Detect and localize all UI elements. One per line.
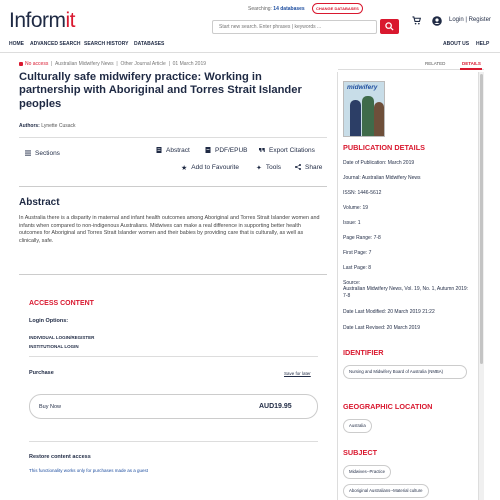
subject-chip[interactable]: Midwives--Practice bbox=[343, 465, 391, 479]
nav-search-history[interactable]: SEARCH HISTORY bbox=[84, 41, 129, 47]
nav-advanced-search[interactable]: ADVANCED SEARCH bbox=[30, 41, 81, 47]
issue-detail: Issue: 1 bbox=[343, 220, 361, 226]
cover-figure bbox=[374, 102, 384, 137]
journal-detail: Journal: Australian Midwifery News bbox=[343, 175, 421, 181]
nav-divider bbox=[0, 52, 500, 53]
pdf-label: PDF/EPUB bbox=[215, 147, 248, 154]
save-for-later-link[interactable]: Save for later bbox=[284, 371, 311, 376]
informit-logo[interactable] bbox=[9, 9, 75, 33]
divider bbox=[19, 274, 327, 275]
login-register-link[interactable]: Login | Register bbox=[449, 17, 491, 23]
login-options-label: Login Options: bbox=[29, 318, 69, 324]
subject-heading: SUBJECT bbox=[343, 448, 378, 457]
search-button[interactable] bbox=[380, 19, 399, 34]
nav-help[interactable]: HELP bbox=[476, 41, 490, 47]
divider bbox=[19, 186, 327, 187]
tools-label: Tools bbox=[265, 164, 282, 171]
abstract-label: Abstract bbox=[166, 147, 190, 154]
favourite-label: Add to Favourite bbox=[191, 164, 239, 171]
logo-main: Inform bbox=[9, 9, 66, 32]
share-button[interactable] bbox=[295, 164, 322, 171]
article-type: Other Journal Article bbox=[120, 61, 166, 67]
restore-access-link[interactable]: Restore content access bbox=[29, 454, 91, 460]
individual-login-link[interactable]: INDIVIDUAL LOGIN/REGISTER bbox=[29, 335, 95, 340]
date-of-publication: Date of Publication: March 2019 bbox=[343, 160, 415, 166]
nav-home[interactable]: HOME bbox=[9, 41, 24, 47]
divider bbox=[19, 137, 327, 138]
identifier-chip[interactable]: Nursing and Midwifery Board of Australia (NMBA) bbox=[343, 365, 467, 379]
volume-detail: Volume: 19 bbox=[343, 205, 369, 211]
first-page-detail: First Page: 7 bbox=[343, 250, 372, 256]
institutional-login-link[interactable]: INSTITUTIONAL LOGIN bbox=[29, 344, 79, 349]
publication-details-heading: PUBLICATION DETAILS bbox=[343, 143, 426, 152]
journal-cover-image bbox=[343, 81, 385, 137]
identifier-heading: IDENTIFIER bbox=[343, 348, 384, 357]
abstract-button[interactable] bbox=[156, 147, 190, 154]
document-icon bbox=[156, 147, 162, 153]
purchase-label: Purchase bbox=[29, 370, 54, 376]
article-meta bbox=[19, 61, 206, 67]
change-databases-button[interactable]: CHANGE DATABASES bbox=[312, 3, 363, 14]
source-detail: Australian Midwifery News, Vol. 19, No. 1, Autumn 2019: 7-8 bbox=[343, 286, 469, 299]
price: AUD19.95 bbox=[259, 403, 292, 410]
pdf-epub-button[interactable] bbox=[205, 147, 248, 154]
export-citations-button[interactable] bbox=[259, 147, 315, 154]
authors-label: Authors: bbox=[19, 123, 40, 129]
cart-icon[interactable] bbox=[412, 16, 421, 25]
nav-about-us[interactable]: ABOUT US bbox=[443, 41, 470, 47]
abstract-heading: Abstract bbox=[19, 197, 60, 208]
geographic-location-heading: GEOGRAPHIC LOCATION bbox=[343, 402, 433, 411]
subject-chip[interactable]: Aboriginal Australians--Material culture bbox=[343, 484, 429, 498]
sections-label: Sections bbox=[35, 150, 60, 157]
database-count-link[interactable]: 14 databases bbox=[273, 6, 305, 12]
last-page-detail: Last Page: 8 bbox=[343, 265, 372, 271]
meta-separator: | bbox=[168, 61, 170, 67]
tab-details[interactable]: DETAILS bbox=[462, 61, 481, 66]
lock-icon bbox=[19, 62, 23, 66]
abstract-text: In Australia there is a disparity in maternal and infant health outcomes among Aboriginal and Torres Strait Islander women and infants when compared to non-indigenous Australians. Midwives can make a real difference in supporting better health outcomes for Aboriginal and Torres Strait Islander women and their babies by providing care that is culturally, as well as clinically, safe. bbox=[19, 215, 320, 244]
pdf-icon bbox=[205, 147, 211, 153]
buy-now-label: Buy Now bbox=[39, 404, 62, 410]
active-tab-indicator bbox=[460, 68, 482, 70]
cover-figure bbox=[350, 100, 361, 137]
date-last-modified: Date Last Modified: 20 March 2019 21:22 bbox=[343, 309, 435, 315]
nav-databases[interactable]: DATABASES bbox=[134, 41, 165, 47]
search-input[interactable] bbox=[212, 20, 377, 34]
main-nav bbox=[0, 41, 500, 52]
access-content-heading: ACCESS CONTENT bbox=[29, 300, 94, 307]
divider bbox=[29, 441, 318, 442]
export-label: Export Citations bbox=[269, 147, 315, 154]
journal-link[interactable]: Australian Midwifery News bbox=[54, 61, 114, 67]
source-label: Source: bbox=[343, 280, 361, 286]
article-date: 01 March 2019 bbox=[172, 61, 207, 67]
list-icon bbox=[25, 150, 31, 156]
no-access-label: No access bbox=[25, 61, 49, 67]
tools-button[interactable] bbox=[256, 164, 281, 171]
user-icon[interactable] bbox=[432, 16, 442, 26]
share-icon bbox=[295, 164, 301, 170]
authors bbox=[19, 123, 76, 129]
quote-icon bbox=[259, 147, 265, 153]
meta-separator: | bbox=[116, 61, 118, 67]
logo-accent: it bbox=[65, 9, 76, 32]
share-label: Share bbox=[305, 164, 323, 171]
star-icon: ★ bbox=[181, 165, 188, 172]
issn-detail: ISSN: 1446-5612 bbox=[343, 190, 382, 196]
sections-button[interactable] bbox=[25, 150, 60, 157]
scrollbar-thumb[interactable] bbox=[480, 74, 483, 364]
wrench-icon: ✦ bbox=[256, 165, 262, 172]
cover-title: midwifery bbox=[347, 84, 378, 91]
divider bbox=[29, 356, 318, 357]
tab-related[interactable]: RELATED bbox=[425, 61, 446, 66]
restore-note: This functionality works only for purchases made as a guest bbox=[29, 468, 149, 473]
page-range-detail: Page Range: 7-8 bbox=[343, 235, 381, 241]
cover-figure bbox=[362, 96, 374, 137]
date-last-revised: Date Last Revised: 20 March 2019 bbox=[343, 325, 420, 331]
geographic-chip[interactable]: Australia bbox=[343, 419, 372, 433]
meta-separator: | bbox=[51, 61, 53, 67]
author-link[interactable]: Lynette Cusack bbox=[41, 123, 76, 129]
searching-status bbox=[248, 6, 305, 12]
add-to-favourite-button[interactable] bbox=[181, 164, 239, 171]
searching-label: Searching: bbox=[248, 6, 272, 12]
search-icon bbox=[385, 22, 394, 31]
article-title: Culturally safe midwifery practice: Working in partnership with Aboriginal and Torres Strait Islander peoples bbox=[19, 71, 302, 110]
